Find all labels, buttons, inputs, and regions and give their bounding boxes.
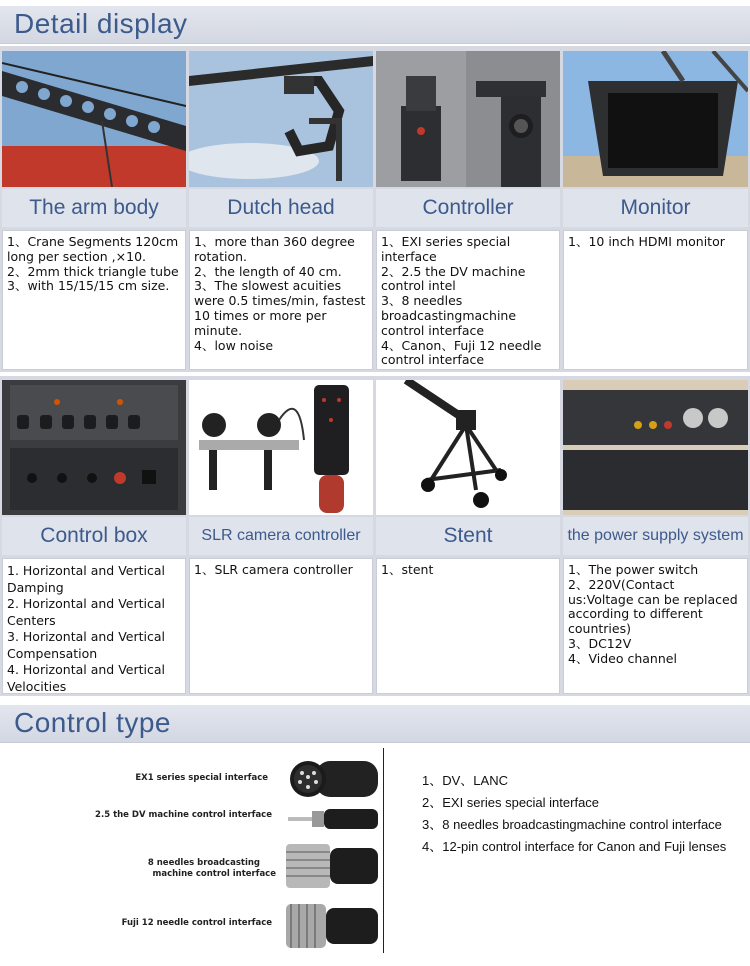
control-type-list: [422, 770, 742, 858]
desc-line: 1、EXI series special interface: [381, 234, 515, 264]
crane-arm-photo: [2, 51, 186, 187]
dv-jack-connector-icon: [288, 806, 378, 832]
controller-photo: [376, 51, 560, 187]
fuji-12pin-connector-icon: [286, 898, 378, 954]
desc-dutch-head: [189, 230, 373, 370]
control-type-divider: [383, 748, 384, 953]
desc-controller: [376, 230, 560, 370]
desc-line: 3、with 15/15/15 cm size.: [7, 278, 170, 294]
ex1-connector-icon: [286, 755, 378, 803]
desc-line: 3、The slowest acuities were 0.5 times/min, fastest 10 times or more per minute.: [194, 278, 370, 338]
monitor-photo: [563, 51, 748, 187]
connector-label-8pin-b: machine control interface: [152, 869, 276, 879]
desc-line: 1、The power switch: [568, 562, 699, 577]
connector-label-dv: 2.5 the DV machine control interface: [95, 810, 272, 820]
desc-line: 4、low noise: [194, 337, 274, 353]
desc-line: 4、Video channel: [568, 650, 677, 666]
desc-line: 4、Canon、Fuji 12 needle control interface: [381, 337, 546, 368]
title-slr-controller: SLR camera controller: [189, 517, 373, 555]
power-supply-photo: [563, 380, 748, 515]
title-controller: Controller: [376, 189, 560, 227]
title-arm-body: The arm body: [2, 189, 186, 227]
list-item: 3、8 needles broadcastingmachine control interface: [422, 817, 722, 832]
list-item: 1、DV、LANC: [422, 773, 508, 788]
title-monitor: Monitor: [563, 189, 748, 227]
desc-control-box: [2, 558, 186, 694]
desc-line: 2、the length of 40 cm.: [194, 263, 342, 279]
control-type-heading: Control type: [14, 707, 171, 738]
connector-label-fuji: Fuji 12 needle control interface: [121, 918, 272, 928]
title-stent: Stent: [376, 517, 560, 555]
list-item: 4、12-pin control interface for Canon and Fuji lenses: [422, 839, 727, 854]
desc-line: 2、2.5 the DV machine control intel: [381, 263, 530, 294]
desc-stent: [376, 558, 560, 694]
desc-line: 1、stent: [381, 562, 434, 577]
desc-line: 2、220V(Contact us:Voltage can be replaced according to different countries): [568, 576, 742, 637]
desc-line: 1. Horizontal and Vertical Damping: [7, 563, 169, 595]
desc-line: 2、2mm thick triangle tube: [7, 263, 179, 279]
detail-display-banner: [0, 6, 750, 44]
desc-monitor: [563, 230, 748, 370]
desc-line: 4. Horizontal and Vertical Velocities: [7, 662, 169, 694]
dutch-head-photo: [189, 51, 373, 187]
desc-line: 3、8 needles broadcastingmachine control interface: [381, 293, 521, 338]
title-dutch-head: Dutch head: [189, 189, 373, 227]
desc-line: 2. Horizontal and Vertical Centers: [7, 596, 169, 628]
connector-label-ex1: EX1 series special interface: [135, 773, 268, 783]
8pin-connector-icon: [286, 838, 378, 894]
desc-line: 1、more than 360 degree rotation.: [194, 234, 359, 264]
connector-label-8pin-a: 8 needles broadcasting: [147, 858, 260, 868]
control-box-photo: [2, 380, 186, 515]
desc-arm-body: [2, 230, 186, 370]
detail-display-heading: Detail display: [14, 8, 188, 39]
slr-controller-photo: [189, 380, 373, 515]
tripod-stent-photo: [376, 380, 560, 515]
desc-line: 1、SLR camera controller: [194, 562, 353, 577]
title-control-box: Control box: [2, 517, 186, 555]
desc-slr-controller: [189, 558, 373, 694]
desc-line: 3、DC12V: [568, 635, 632, 651]
control-type-banner: [0, 705, 750, 743]
desc-line: 1、Crane Segments 120cm long per section ,×10.: [7, 234, 183, 264]
desc-power-supply: [563, 558, 748, 694]
desc-line: 3. Horizontal and Vertical Compensation: [7, 629, 169, 661]
title-power-supply: the power supply system: [563, 517, 748, 555]
list-item: 2、EXI series special interface: [422, 795, 600, 810]
desc-line: 1、10 inch HDMI monitor: [568, 234, 725, 249]
